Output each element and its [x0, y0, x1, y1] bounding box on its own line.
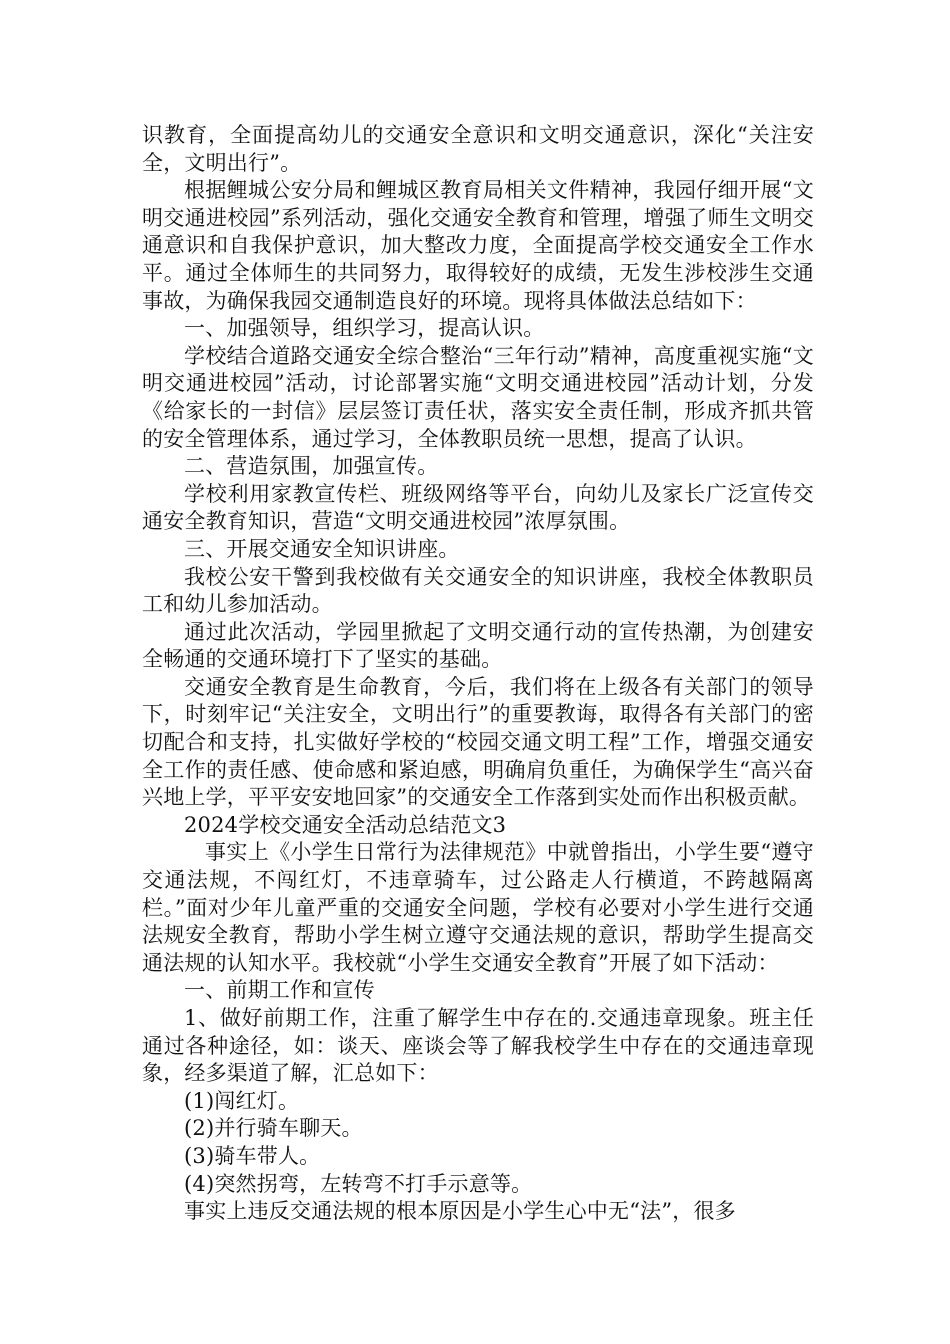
- paragraph-intro: 根据鲤城公安分局和鲤城区教育局相关文件精神，我园仔细开展“文明交通进校园”系列活动，强化交通安全教育和管理，增强了师生文明交通意识和自我保护意识，加大整改力度，全面提高学校交通安全工作水平。通过全体师生的共同努力，取得较好的成绩，无发生涉校涉生交通事故，为确保我园交通制造良好的环境。现将具体做法总结如下：: [142, 178, 814, 313]
- section-heading: 一、前期工作和宣传: [184, 978, 375, 1003]
- paragraph: 事实上违反交通法规的根本原因是小学生心中无“法”，很多: [184, 1199, 736, 1224]
- section-heading-3: 三、开展交通安全知识讲座。: [184, 536, 460, 561]
- list-item: (2)并行骑车聊天。: [184, 1116, 363, 1141]
- paragraph: 1、做好前期工作，注重了解学生中存在的.交通违章现象。班主任通过各种途径，如：谈天、座谈会等了解我校学生中存在的交通违章现象，经多渠道了解，汇总如下：: [142, 1006, 814, 1086]
- list-item: (1)闯红灯。: [184, 1088, 300, 1113]
- paragraph: 学校利用家教宣传栏、班级网络等平台，向幼儿及家长广泛宣传交通安全教育知识，营造“文明交通进校园”浓厚氛围。: [142, 481, 814, 534]
- paragraph: 通过此次活动，学园里掀起了文明交通行动的宣传热潮，为创建安全畅通的交通环境打下了坚实的基础。: [142, 619, 814, 672]
- paragraph: 学校结合道路交通安全综合整治“三年行动”精神，高度重视实施“文明交通进校园”活动，讨论部署实施“文明交通进校园”活动计划，分发《给家长的一封信》层层签订责任状，落实安全责任制，形成齐抓共管的安全管理体系，通过学习，全体教职员统一思想，提高了认识。: [142, 343, 814, 451]
- paragraph: 交通安全教育是生命教育，今后，我们将在上级各有关部门的领导下，时刻牢记“关注安全，文明出行”的重要教诲，取得各有关部门的密切配合和支持，扎实做好学校的“校园交通文明工程”工作，增强交通安全工作的责任感、使命感和紧迫感，明确肩负重任，为确保学生“高兴奋兴地上学，平平安安地回家”的交通安全工作落到实处而作出积极贡献。: [142, 674, 814, 810]
- list-item: (3)骑车带人。: [184, 1143, 321, 1168]
- paragraph: 事实上《小学生日常行为法律规范》中就曾指出，小学生要“遵守交通法规，不闯红灯，不违章骑车，过公路走人行横道，不跨越隔离栏。”面对少年儿童严重的交通安全问题，学校有必要对小学生进行交通法规安全教育，帮助小学生树立遵守交通法规的意识，帮助学生提高交通法规的认知水平。我校就“小学生交通安全教育”开展了如下活动：: [142, 840, 814, 975]
- article-title: 2024学校交通安全活动总结范文3: [184, 812, 507, 837]
- section-heading-1: 一、加强领导，组织学习，提高认识。: [184, 316, 545, 341]
- document-body: [142, 122, 814, 1226]
- paragraph: 我校公安干警到我校做有关交通安全的知识讲座，我校全体教职员工和幼儿参加活动。: [142, 564, 814, 617]
- paragraph-continuation: 识教育，全面提高幼儿的交通安全意识和文明交通意识，深化“关注安全，文明出行”。: [142, 123, 814, 175]
- section-heading-2: 二、营造氛围，加强宣传。: [184, 454, 439, 479]
- list-item: (4)突然拐弯，左转弯不打手示意等。: [184, 1171, 533, 1196]
